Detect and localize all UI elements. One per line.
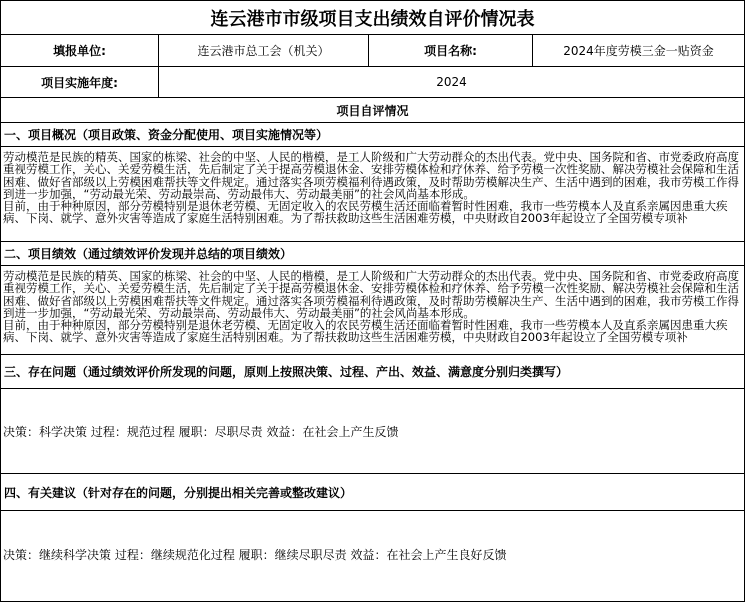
section-performance-body bbox=[1, 266, 744, 355]
overview-paragraph-2: 目前，由于种种原因，部分劳模特别是退休老劳模、无固定收入的农民劳模生活还面临着暂时性困难，我市一些劳模本人及直系亲属因患重大疾病、下岗、就学、意外灾害等造成了家庭生活特别困难。为了帮扶救助这些生活困难劳模，中央财政自2003年起设立了全国劳模专项补 bbox=[3, 199, 728, 226]
form-title: 连云港市市级项目支出绩效自评价情况表 bbox=[1, 1, 744, 35]
section-problems-body: 决策：科学决策 过程：规范过程 履职：尽职尽责 效益：在社会上产生反馈 bbox=[1, 389, 744, 474]
section-suggestions-heading: 四、有关建议（针对存在的问题，分别提出相关完善或整改建议） bbox=[1, 474, 744, 511]
section-problems-heading: 三、存在问题（通过绩效评价所发现的问题，原则上按照决策、过程、产出、效益、满意度分别归类撰写） bbox=[1, 355, 744, 389]
info-row-1 bbox=[1, 35, 744, 67]
section-suggestions-body: 决策：继续科学决策 过程：继续规范化过程 履职：继续尽职尽责 效益：在社会上产生良好反馈 bbox=[3, 547, 507, 562]
overview-paragraph-1: 劳动模范是民族的精英、国家的栋梁、社会的中坚、人民的楷模，是工人阶级和广大劳动群众的杰出代表。党中央、国务院和省、市党委政府高度重视劳模工作，关心、关爱劳模生活，先后制定了关于提高劳模退休金、安排劳模体检和疗休养、给予劳模一次性奖励、解决劳模社会保障和生活困难、做好省部级以上劳模困难帮扶等文件规定。通过落实各项劳模福利待遇政策，及时帮助劳模解决生产、生活中遇到的困难，我市劳模工作得到进一步加强，“劳动最光荣、劳动最崇高、劳动最伟大、劳动最美丽”的社会风尚基本形成。 bbox=[3, 150, 739, 201]
self-eval-header-row bbox=[1, 98, 744, 123]
section-overview-body bbox=[1, 147, 744, 242]
project-year-label: 项目实施年度: bbox=[1, 67, 159, 97]
reporting-unit-label: 填报单位: bbox=[1, 35, 159, 66]
project-name-value: 2024年度劳模三金一贴资金 bbox=[563, 44, 714, 58]
section-performance-heading: 二、项目绩效（通过绩效评价发现并总结的项目绩效） bbox=[1, 242, 744, 266]
section-overview-heading: 一、项目概况（项目政策、资金分配使用、项目实施情况等） bbox=[1, 123, 744, 147]
project-year-value: 2024 bbox=[436, 75, 467, 89]
performance-paragraph-2: 目前，由于种种原因，部分劳模特别是退休老劳模、无固定收入的农民劳模生活还面临着暂时性困难，我市一些劳模本人及直系亲属因患重大疾病、下岗、就学、意外灾害等造成了家庭生活特别困难。为了帮扶救助这些生活困难劳模，中央财政自2003年起设立了全国劳模专项补 bbox=[3, 318, 728, 345]
reporting-unit-value: 连云港市总工会（机关） bbox=[159, 35, 369, 66]
project-name-label: 项目名称: bbox=[369, 35, 533, 66]
info-row-2 bbox=[1, 67, 744, 98]
self-eval-header: 项目自评情况 bbox=[336, 103, 409, 118]
performance-paragraph-1: 劳动模范是民族的精英、国家的栋梁、社会的中坚、人民的楷模，是工人阶级和广大劳动群众的杰出代表。党中央、国务院和省、市党委政府高度重视劳模工作，关心、关爱劳模生活，先后制定了关于提高劳模退休金、安排劳模体检和疗休养、给予劳模一次性奖励、解决劳模社会保障和生活困难、做好省部级以上劳模困难帮扶等文件规定。通过落实各项劳模福利待遇政策，及时帮助劳模解决生产、生活中遇到的困难，我市劳模工作得到进一步加强，“劳动最光荣、劳动最崇高、劳动最伟大、劳动最美丽”的社会风尚基本形成。 bbox=[3, 269, 739, 320]
